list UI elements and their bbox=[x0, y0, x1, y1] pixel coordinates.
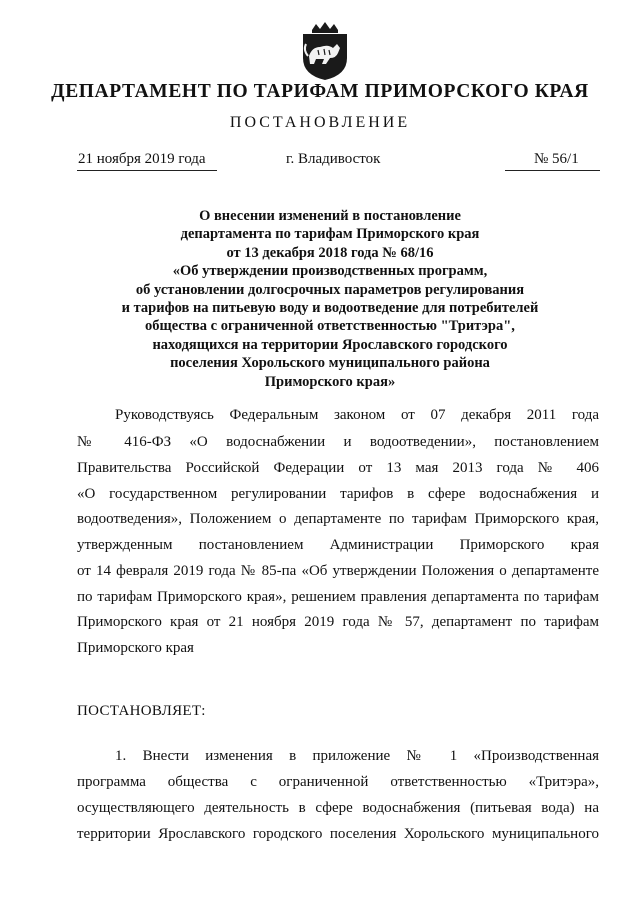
item1-line: 1. Внести изменения в приложение № 1 «Производственная bbox=[115, 748, 599, 764]
date-underline bbox=[77, 170, 217, 171]
coat-of-arms-icon bbox=[300, 20, 350, 82]
resolves-heading: ПОСТАНОВЛЯЕТ: bbox=[77, 703, 206, 719]
preamble-line: Правительства Российской Федерации от 13 мая 2013 года № 406 bbox=[77, 460, 599, 476]
document-subject bbox=[80, 207, 580, 391]
document-city: г. Владивосток bbox=[286, 151, 381, 167]
preamble-line: от 14 февраля 2019 года № 85-па «Об утверждении Положения о департаменте bbox=[77, 563, 599, 579]
preamble-line: водоотведения», Положением о департаменте по тарифам Приморского края, bbox=[77, 511, 599, 527]
item1-line: осуществляющего деятельность в сфере водоснабжения (питьевая вода) на bbox=[77, 800, 599, 816]
preamble-line: № 416-ФЗ «О водоснабжении и водоотведении», постановлением bbox=[77, 434, 599, 450]
document-type: ПОСТАНОВЛЕНИЕ bbox=[229, 114, 411, 131]
document-date: 21 ноября 2019 года bbox=[78, 151, 206, 167]
subject-line: департамента по тарифам Приморского края bbox=[180, 226, 480, 243]
subject-line: находящихся на территории Ярославского городского bbox=[152, 336, 508, 353]
preamble-line: Руководствуясь Федеральным законом от 07 декабря 2011 года bbox=[115, 407, 599, 423]
preamble-line: по тарифам Приморского края», решением правления департамента по тарифам bbox=[77, 589, 599, 605]
subject-line: О внесении изменений в постановление bbox=[199, 208, 461, 224]
department-name: ДЕПАРТАМЕНТ ПО ТАРИФАМ ПРИМОРСКОГО КРАЯ bbox=[51, 81, 589, 102]
item1-line: территории Ярославского городского поселения Хорольского муниципального bbox=[77, 826, 599, 842]
preamble-line: Приморского края bbox=[77, 640, 194, 656]
subject-line: «Об утверждении производственных программ, bbox=[172, 263, 488, 280]
subject-line: от 13 декабря 2018 года № 68/16 bbox=[226, 244, 434, 261]
preamble-line: утвержденным постановлением Администрации Приморского края bbox=[77, 537, 599, 553]
preamble-line: «О государственном регулировании тарифов в сфере водоснабжения и bbox=[77, 486, 599, 502]
number-underline bbox=[505, 170, 600, 171]
preamble-line: Приморского края от 21 ноября 2019 года № 57, департамент по тарифам bbox=[77, 614, 599, 630]
subject-line: об установлении долгосрочных параметров регулирования bbox=[135, 281, 525, 298]
subject-line: общества с ограниченной ответственностью "Тритэра", bbox=[145, 318, 515, 335]
document-number: № 56/1 bbox=[534, 151, 579, 167]
subject-line: и тарифов на питьевую воду и водоотведение для потребителей bbox=[121, 300, 539, 317]
subject-line: поселения Хорольского муниципального района bbox=[170, 355, 490, 372]
item1-line: программа общества с ограниченной ответственностью «Тритэра», bbox=[77, 774, 599, 790]
subject-line: Приморского края» bbox=[264, 373, 396, 390]
